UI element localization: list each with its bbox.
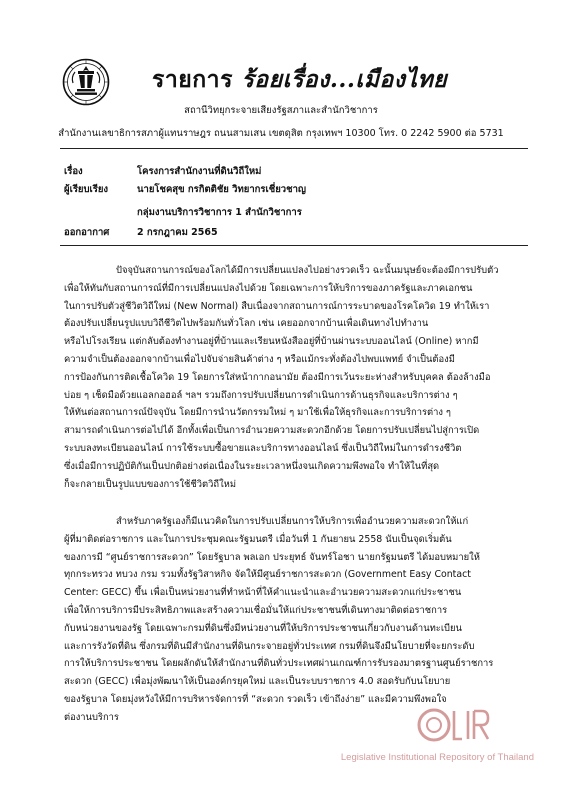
body-line: กับหน่วยงานของรัฐ โดยเฉพาะกรมที่ดินซึ่งมีหน่วยงานที่ให้บริการประชาชนเกี่ยวกับงานด้านทะเบียน xyxy=(64,622,462,634)
group-value: กลุ่มงานบริการวิชาการ 1 สำนักวิชาการ xyxy=(137,207,302,218)
body-line: บ่อย ๆ เช็ดมือด้วยแอลกอฮอล์ ฯลฯ รวมถึงการปรับเปลี่ยนการดำเนินการด้านธุรกิจและบริการต่าง ๆ xyxy=(64,389,458,401)
subject-label: เรื่อง xyxy=(64,166,83,177)
body-line: และการรังวัดที่ดิน ซึ่งกรมที่ดินมีสำนักงานที่ดินกระจายอยู่ทั่วประเทศ กรมที่ดินจึงมีนโยบายที่จะยกระดับ xyxy=(64,640,475,652)
meta-divider xyxy=(60,245,528,246)
watermark-caption: Legislative Institutional Repository of Thailand xyxy=(340,752,534,763)
body-line: หรือไปโรงเรียน แต่กลับต้องทำงานอยู่ที่บ้านและเรียนหนังสืออยู่ที่บ้านผ่านระบบออนไลน์ (Online) หากมี xyxy=(64,336,479,348)
date-value: 2 กรกฎาคม 2565 xyxy=(137,227,218,238)
body-line: เพื่อให้การบริการมีประสิทธิภาพและสร้างความเชื่อมั่นให้แก่ประชาชนที่เดินทางมาติดต่อราชการ xyxy=(64,604,448,616)
header-divider xyxy=(60,148,528,149)
program-title xyxy=(152,62,447,98)
author-value: นายโชคสุข กรกิตติชัย วิทยากรเชี่ยวชาญ xyxy=(137,184,306,195)
body-line: ปัจจุบันสถานการณ์ของโลกได้มีการเปลี่ยนแปลงไปอย่างรวดเร็ว ฉะนั้นมนุษย์จะต้องมีการปรับตัว xyxy=(116,265,499,276)
body-line: ต้องปรับเปลี่ยนรูปแบบวิถีชีวิตไปพร้อมกันทั่วโลก เช่น เคยออกจากบ้านเพื่อเดินทางไปทำงาน xyxy=(64,318,429,330)
body-paragraph-1 xyxy=(64,262,526,493)
body-line: การให้บริการประชาชน โดยผลักดันให้สำนักงานที่ดินทั่วประเทศผ่านเกณฑ์การรับรองมาตรฐานศูนย์ราชการ xyxy=(64,658,494,670)
lirt-logo-icon xyxy=(414,705,494,745)
repository-watermark xyxy=(334,705,534,763)
station-name: สถานีวิทยุกระจายเสียงรัฐสภาและสำนักวิชาการ xyxy=(184,105,378,116)
author-label: ผู้เรียบเรียง xyxy=(64,184,109,195)
body-line: เพื่อให้ทันกับสถานการณ์ที่มีการเปลี่ยนแปลงไปด้วย โดยเฉพาะการให้บริการของภาครัฐและภาคเอกชน xyxy=(64,282,473,294)
date-label: ออกอากาศ xyxy=(64,227,110,238)
program-title-main: ร้อยเรื่อง...เมืองไทย xyxy=(241,66,448,93)
subject-value: โครงการสำนักงานที่ดินวิถีใหม่ xyxy=(137,166,262,177)
body-line: ระบบลงทะเบียนออนไลน์ การใช้ระบบซื้อขายและบริการทางออนไลน์ ซึ่งเป็นวิถีใหม่ในการดำรงชีวิต xyxy=(64,442,462,454)
body-line: ต่องานบริการ xyxy=(64,711,119,723)
body-line: สำหรับภาครัฐเองก็มีแนวคิดในการปรับเปลี่ยนการให้บริการเพื่ออำนวยความสะดวกให้แก่ xyxy=(116,516,469,527)
body-line: ซึ่งเมื่อมีการปฏิบัติกันเป็นปกติอย่างต่อเนื่องในระยะเวลาหนึ่งจนเกิดความพึงพอใจ ทำให้ในที่สุด xyxy=(64,460,440,472)
body-line: สะดวก (GECC) เพื่อมุ่งพัฒนาให้เป็นองค์กรยุคใหม่ และเป็นระบบราชการ 4.0 สอดรับกับนโยบาย xyxy=(64,676,451,688)
body-line: ของรัฐบาล โดยมุ่งหวังให้มีการบริหารจัดการที่ “สะดวก รวดเร็ว เข้าถึงง่าย” และมีความพึงพอใจ xyxy=(64,693,447,705)
body-line: ผู้ที่มาติดต่อราชการ และในการประชุมคณะรัฐมนตรี เมื่อวันที่ 1 กันยายน 2558 นับเป็นจุดเริ่มต้น xyxy=(64,533,452,545)
body-line: ความจำเป็นต้องออกจากบ้านเพื่อไปจับจ่ายสินค้าต่าง ๆ หรือแม้กระทั่งต้องไปพบแพทย์ จำเป็นต้องมี xyxy=(64,353,455,365)
parliament-seal-icon xyxy=(62,58,110,106)
body-line: ในการปรับตัวสู่ชีวิตวิถีใหม่ (New Normal) สืบเนื่องจากสถานการณ์การระบาดของโรคโควิด 19 ทำให้เรา xyxy=(64,300,490,312)
body-line: ทุกกระทรวง ทบวง กรม รวมทั้งรัฐวิสาหกิจ จัดให้มีศูนย์ราชการสะดวก (Government Easy Contact xyxy=(64,569,471,581)
program-title-prefix: รายการ xyxy=(152,66,242,93)
body-paragraph-2 xyxy=(64,513,526,727)
body-line: สามารถดำเนินการต่อไปได้ อีกทั้งเพื่อเป็นการอำนวยความสะดวกอีกด้วย โดยการปรับเปลี่ยนไปสู่การเปิด xyxy=(64,425,480,437)
office-address: สำนักงานเลขาธิการสภาผู้แทนราษฎร ถนนสามเสน เขตดุสิต กรุงเทพฯ 10300 โทร. 0 2242 5900 ต่อ 5731 xyxy=(58,128,504,139)
body-line: ก็จะกลายเป็นรูปแบบของการใช้ชีวิตวิถีใหม่ xyxy=(64,478,237,490)
body-line: Center: GECC) ขึ้น เพื่อเป็นหน่วยงานที่ทำหน้าที่ให้คำแนะนำและอำนวยความสะดวกแก่ประชาชน xyxy=(64,587,462,599)
body-line: การป้องกันการติดเชื้อโควิด 19 โดยการใส่หน้ากากอนามัย ต้องมีการเว้นระยะห่างสำหรับบุคคล ต้องล้างมือ xyxy=(64,371,491,383)
body-line: ของการมี “ศูนย์ราชการสะดวก” โดยรัฐบาล พลเอก ประยุทธ์ จันทร์โอชา นายกรัฐมนตรี ได้มอบหมายให้ xyxy=(64,551,480,563)
body-line: ให้ทันต่อสถานการณ์ปัจจุบัน โดยมีการนำนวัตกรรมใหม่ ๆ มาใช้เพื่อให้ธุรกิจและการบริการต่าง ๆ xyxy=(64,407,451,419)
